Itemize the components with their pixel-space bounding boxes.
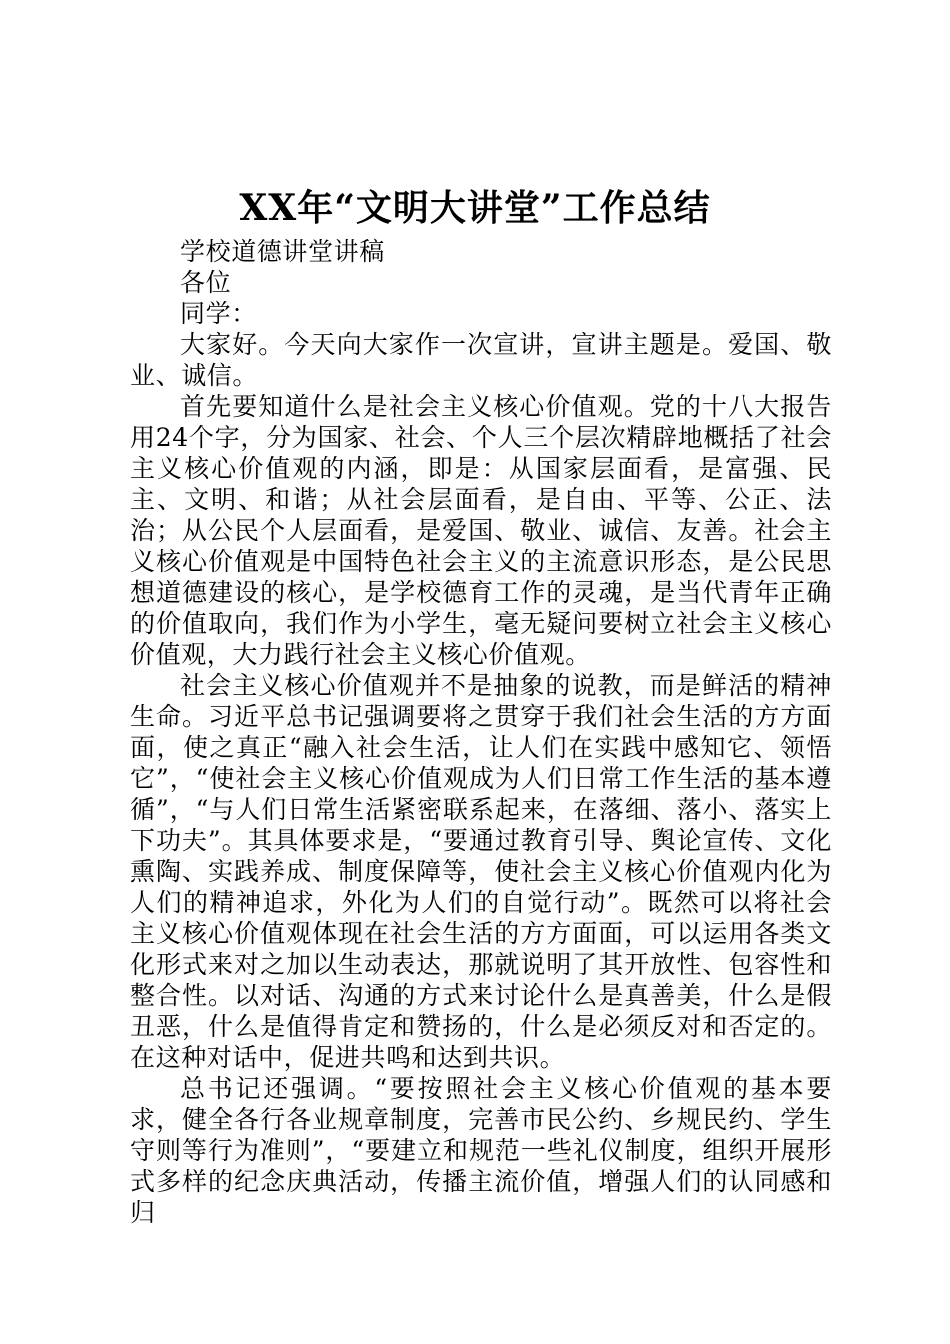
paragraph-living-values: 社会主义核心价值观并不是抽象的说教，而是鲜活的精神生命。习近平总书记强调要将之贯穿于我们社会生活的方方面面，使之真正“融入社会生活，让人们在实践中感知它、领悟它”，“使社会主义核心价值观成为人们日常工作生活的基本遵循”，“与人们日常生活紧密联系起来，在落细、落小、落实上下功夫”。其具体要求是，“要通过教育引导、舆论宣传、文化熏陶、实践养成、制度保障等，使社会主义核心价值观内化为人们的精神追求，外化为人们的自觉行动”。既然可以将社会主义核心价值观体现在社会生活的方方面面，可以运用各类文化形式来对之加以生动表达，那就说明了其开放性、包容性和整合性。以对话、沟通的方式来讨论什么是真善美，什么是假丑恶，什么是值得肯定和赞扬的，什么是必须反对和否定的。在这种对话中，促进共鸣和达到共识。 (130, 671, 832, 1072)
document-body (130, 236, 832, 1228)
paragraph-heading: 学校道德讲堂讲稿 (180, 237, 385, 266)
paragraph-core-values: 首先要知道什么是社会主义核心价值观。党的十八大报告用24个字，分为国家、社会、个人三个层次精辟地概括了社会主义核心价值观的内涵，即是：从国家层面看，是富强、民主、文明、和谐；从社会层面看，是自由、平等、公正、法治；从公民个人层面看，是爱国、敬业、诚信、友善。社会主义核心价值观是中国特色社会主义的主流意识形态，是公民思想道德建设的核心，是学校德育工作的灵魂，是当代青年正确的价值取向，我们作为小学生，毫无疑问要树立社会主义核心价值观，大力践行社会主义核心价值观。 (130, 392, 832, 669)
paragraph-greeting: 大家好。今天向大家作一次宣讲，宣讲主题是。爱国、敬业、诚信。 (130, 330, 832, 390)
paragraph-salutation-1: 各位 (180, 268, 232, 297)
paragraph-salutation-2: 同学： (180, 299, 257, 328)
paragraph-requirements: 总书记还强调。“要按照社会主义核心价值观的基本要求，健全各行各业规章制度，完善市民公约、乡规民约、学生守则等行为准则”，“要建立和规范一些礼仪制度，组织开展形式多样的纪念庆典活动，传播主流价值，增强人们的认同感和归 (130, 1074, 832, 1227)
document-title: XX年“文明大讲堂”工作总结 (239, 187, 711, 229)
